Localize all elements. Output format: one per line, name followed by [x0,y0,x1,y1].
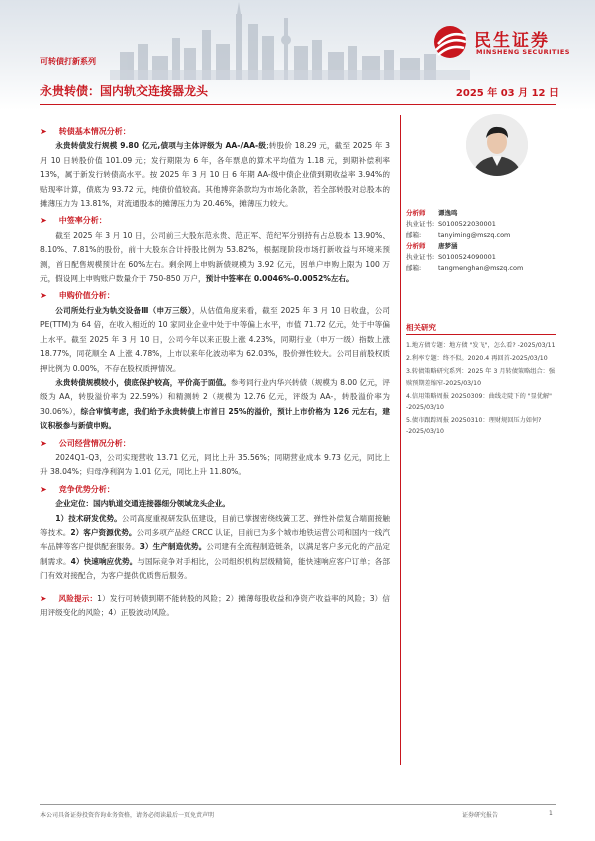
section-heading: ➤ 公司经营情况分析： [40,437,390,451]
related-item[interactable]: 4.信用策略周报 20250309：曲线走陡下的 "显优解" -2025/03/10 [406,392,553,412]
related-item[interactable]: 3.转债策略研究系列：2025 年 3 月转债策略组合：强赎预期差缩窄-2025/03/10 [406,368,556,387]
footer-report-type: 证券研究报告 [462,812,499,819]
arrow-bullet-icon: ➤ [40,593,47,603]
analyst-name: 谭逸鸣 [438,209,458,217]
minsheng-logo [430,24,590,64]
analyst-email-row: 邮箱: tanyiming@mszq.com [406,231,511,239]
related-item[interactable]: 2.利率专题：终不似。2020.4 再回首-2025/03/10 [406,355,548,363]
analyst-email[interactable]: tanyiming@mszq.com [438,231,511,239]
paragraph: 截至 2025 年 3 月 10 日，公司前三大股东范永贵、范正军、范纪军分别持有占总股本 13.90%、8.10%、7.81%的股份，前十大股东合计持股比例为 53.82%，根据现阶段市场打新收益与环境来预测，首日配售规模预计在 60%左右。剩余网上申购新债规模为 3.92 亿元，因单户申购上限为 100 万元，假设网上申购账户数量介于 750-850 万户，预计中签率在 0.0046%-0.0052%左右。 [40,230,390,284]
paragraph: 永贵转债发行规模 9.80 亿元,债项与主体评级为 AA-/AA-级;转股价 18.29 元，截至 2025 年 3 月 10 日转股价值 101.09 元；发行期限为 6 年，各年票息的算术平均值为 1.18 元，到期补偿利率 13%，属于新发行转债高水平。按 2025 年 3 月 10 日 6 年期 AA-级中债企业债到期收益率 3.94%的贴现率计算，债底为 93.72 元，纯债价值较高。其他博弈条款均为市场化条款，若全部转股对总股本的摊薄压力为 13.81%，对流通股本的摊薄压力为 20.46%，摊薄压力较大。 [40,141,390,209]
paragraph: 2024Q1-Q3，公司实现营收 13.71 亿元，同比上升 35.56%；同期营业成本 9.73 亿元，同比上升 38.04%；归母净利润为 1.01 亿元，同比上升 11.80%。 [40,452,390,477]
arrow-bullet-icon: ➤ [40,291,47,301]
footer-divider [40,804,556,805]
paragraph: 企业定位：国内轨道交通连接器细分领域龙头企业。 [55,499,230,509]
related-divider [406,334,556,335]
paragraph: 永贵转债规模较小，债底保护较高，平价高于面值。参考同行业内华兴转债（规模为 8.00 亿元，评级为 AA，转股溢价率为 22.59%）和精测转 2（规模为 12.76 亿元，评级为 AA-，转股溢价率为 30.06%），综合审慎考虑，我们给予永贵转债上市首日 25%的溢价，预计上市价格为 126 元左右，建议积极参与新债申购。 [40,377,391,431]
arrow-bullet-icon: ➤ [40,484,47,494]
section-heading: ➤ 中签率分析： [40,214,390,228]
analyst-email-row: 邮箱: tangmenghan@mszq.com [406,264,524,272]
report-date: 2025 年 03 月 12 日 [455,88,559,99]
page-number: 1 [549,810,553,817]
section-heading: ➤ 竞争优势分析： [40,483,390,497]
related-item[interactable]: 5.债市跟踪周报 20250310：理财规回压力如何? -2025/03/10 [406,417,542,436]
arrow-bullet-icon: ➤ [40,438,47,448]
logo-chinese-name: 民生证券 [474,31,550,51]
logo-english-name: MINSHENG SECURITIES [476,48,570,56]
analyst-email[interactable]: tangmenghan@mszq.com [438,264,524,272]
main-content [40,122,390,620]
report-title: 永贵转债：国内轨交连接器龙头 [40,84,209,98]
title-divider [40,104,556,105]
related-research-list [406,340,556,440]
analyst-row: 分析师 唐梦涵 [406,242,458,250]
column-divider [400,115,401,765]
footer-disclaimer: 本公司具备证券投资咨询业务资格，请务必阅读最后一页免责声明 [40,812,215,819]
analyst-info [406,208,556,274]
person-portrait-icon [466,114,528,176]
logo-mark-icon [430,24,474,60]
risk-warning: ➤ 风险提示：1）发行可转债到期不能转股的风险；2）摊薄每股收益和净资产收益率的风险；3）信用评级变化的风险；4）正股波动风险。 [40,593,390,617]
arrow-bullet-icon: ➤ [40,127,47,136]
section-heading: ➤ 申购价值分析： [40,289,390,303]
paragraph: 公司所处行业为轨交设备Ⅲ（申万三级），从估值角度来看，截至 2025 年 3 月 10 日收盘，公司 PE(TTM)为 64 倍，在收入相近的 10 家同业企业中处于中等偏上水平，市值 71.72 亿元，处于中等偏上水平。截至 2025 年 3 月 10 日，公司今年以来正股上涨 4.23%，同期行业（申万一级）指数上涨 18.77%，同花顺全 A 上涨 4.78%，上市以来年化波动率为 62.03%，股价弹性较大。公司目前股权质押比例为 0.00%，不存在股权质押情况。 [40,305,390,373]
analyst-cert-row: 执业证书: S0100522030001 [406,220,496,228]
series-label: 可转债打新系列 [40,57,96,66]
section-heading: ➤ 转债基本情况分析： [40,125,390,139]
paragraph: 1）技术研发优势。公司高度重视研发队伍建设，目前已掌握密绕线簧工艺、弹性补偿复合端面接触等技术。2）客户资源优势。公司多项产品经 CRCC 认证，目前已为多个城市地铁运营公司和国内一线汽车品牌等客户提供配套服务。3）生产制造优势。公司建有全流程制造链条，以满足客户多元化的产品定制需求。4）快速响应优势。与国际竞争对手相比，公司组织机构层级精简，能快速响应客户订单；各部门有效对接配合，为客户提供优质售后服务。 [40,513,391,581]
related-item[interactable]: 1.地方债专题：地方债 "发飞"，怎么看? -2025/03/11 [406,342,556,349]
analyst-name: 唐梦涵 [438,242,458,250]
arrow-bullet-icon: ➤ [40,216,47,226]
analyst-row: 分析师 谭逸鸣 [406,209,458,217]
analyst-photo [466,114,528,176]
analyst-cert-row: 执业证书: S0100524090001 [406,253,496,261]
city-skyline-image [110,0,470,80]
related-research-title: 相关研究 [406,323,436,332]
